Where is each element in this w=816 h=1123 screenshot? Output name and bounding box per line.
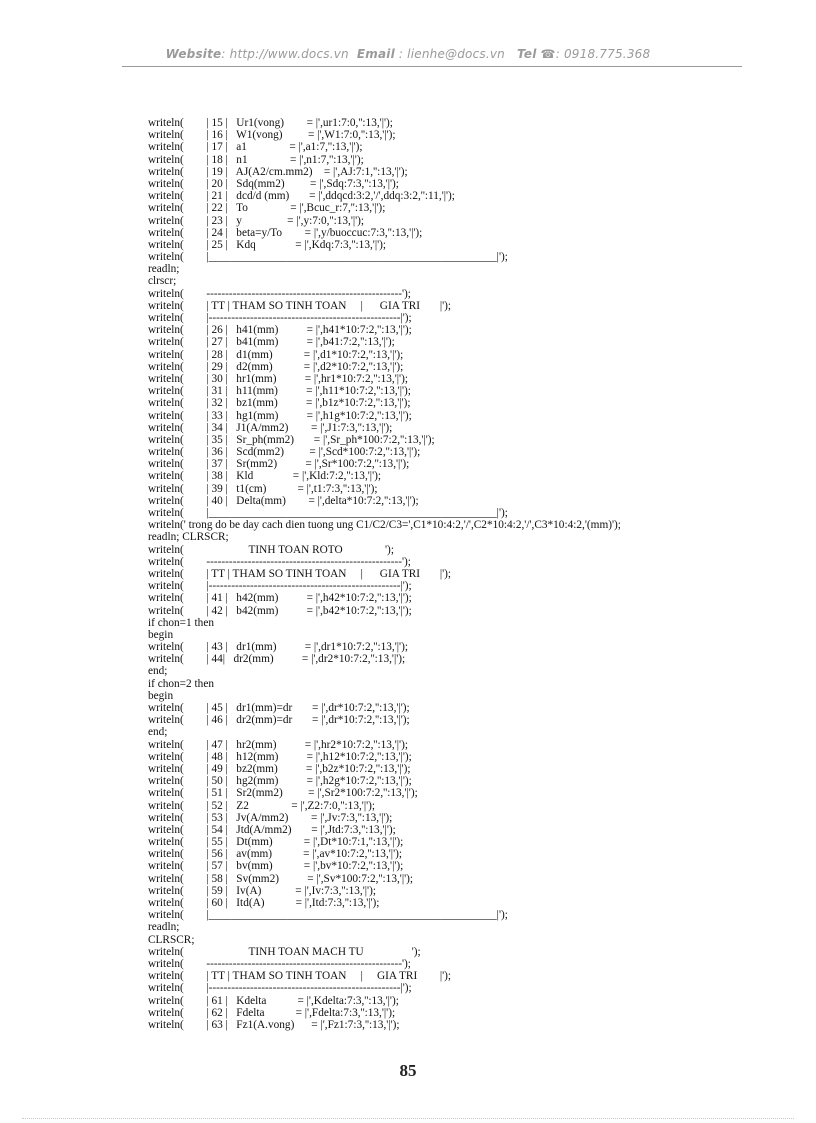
code-line: writeln( | 21 | dcd/d (mm) = |',ddqcd:3:2,'/',ddq:3:2,'':11,'|'); [148, 190, 455, 203]
code-line: clrscr; [148, 275, 177, 288]
code-line: writeln( ----------------------------------------------------'); [148, 957, 411, 970]
code-line: writeln( | 26 | h41(mm) = |',h41*10:7:2,'':13,'|'); [148, 324, 412, 337]
code-line: writeln( | 32 | bz1(mm) = |',b1z*10:7:2,'':13,'|'); [148, 397, 411, 410]
code-line: writeln( | 52 | Z2 = |',Z2:7:0,'':13,'|'); [148, 799, 376, 812]
code-line: writeln( | 44| dr2(mm) = |',dr2*10:7:2,'':13,'|'); [148, 653, 406, 666]
code-line: writeln( | 39 | t1(cm) = |',t1:7:3,'':13,'|'); [148, 482, 378, 495]
code-line: writeln( |---------------------------------------------------|'); [148, 982, 412, 995]
code-line: begin [148, 628, 174, 641]
code-line: readln; [148, 921, 180, 934]
code-line: writeln( | 24 | beta=y/To = |',y/buoccuc:7:3,'':13,'|'); [148, 226, 423, 239]
code-line: readln; CLRSCR; [148, 531, 229, 544]
code-line: writeln( | 50 | hg2(mm) = |',h2g*10:7:2,'':13,'|'); [148, 775, 412, 788]
code-line: writeln( | 36 | Scd(mm2) = |',Scd*100:7:2,'':13,'|'); [148, 446, 421, 459]
code-line: writeln( | TT | THAM SO TINH TOAN | GIA TRI |'); [148, 567, 452, 580]
code-line: writeln( | 37 | Sr(mm2) = |',Sr*100:7:2,'':13,'|'); [148, 458, 410, 471]
code-line: writeln( | 15 | Ur1(vong) = |',ur1:7:0,'':13,'|'); [148, 117, 393, 129]
code-line: writeln( ----------------------------------------------------'); [148, 555, 411, 568]
code-line: writeln( | 58 | Sv(mm2) = |',Sv*100:7:2,'':13,'|'); [148, 872, 414, 885]
code-line: writeln( |---------------------------------------------------|'); [148, 580, 412, 593]
code-line: writeln( | 56 | av(mm) = |',av*10:7:2,'':13,'|'); [148, 848, 403, 861]
code-line: if chon=1 then [148, 616, 214, 629]
code-line: writeln(' trong do be day cach dien tuong ung C1/C2/C3=',C1*10:4:2,'/',C2*10:4:2,'/',C3*10:4:2,'(mm)'); [148, 519, 621, 532]
code-line: writeln( | 19 | AJ(A2/cm.mm2) = |',AJ:7:1,'':13,'|'); [148, 165, 408, 178]
footer-divider [22, 1118, 794, 1119]
code-line: writeln( | 62 | Fdelta = |',Fdelta:7:3,'':13,'|'); [148, 1006, 396, 1019]
code-line: writeln( | 28 | d1(mm) = |',d1*10:7:2,'':13,'|'); [148, 348, 404, 361]
code-line: readln; [148, 263, 180, 276]
code-line: writeln( | 43 | dr1(mm) = |',dr1*10:7:2,'':13,'|'); [148, 641, 408, 654]
code-line: writeln( | 35 | Sr_ph(mm2) = |',Sr_ph*100:7:2,'':13,'|'); [148, 433, 435, 446]
tel-value: : 0918.775.368 [555, 47, 651, 61]
page-header [0, 47, 816, 61]
code-line: writeln( |___________________________________________________|'); [148, 909, 508, 922]
code-line: writeln( | TT | THAM SO TINH TOAN | GIA TRI |'); [148, 299, 452, 312]
website-label: Website [165, 47, 222, 61]
code-line: writeln( | 34 | J1(A/mm2) = |',J1:7:3,'':13,'|'); [148, 421, 393, 434]
code-line: writeln( | 45 | dr1(mm)=dr = |',dr*10:7:2,'':13,'|'); [148, 702, 410, 714]
code-line: writeln( | 25 | Kdq = |',Kdq:7:3,'':13,'|'); [148, 238, 387, 251]
code-line: writeln( | 17 | a1 = |',a1:7,'':13,'|'); [148, 141, 363, 154]
code-line: writeln( | 20 | Sdq(mm2) = |',Sdq:7:3,'':13,'|'); [148, 177, 399, 190]
code-line: writeln( | 41 | h42(mm) = |',h42*10:7:2,'':13,'|'); [148, 592, 412, 605]
code-line: writeln( | 46 | dr2(mm)=dr = |',dr*10:7:2,'':13,'|'); [148, 714, 410, 727]
page-number: 85 [399, 1061, 417, 1080]
code-line: writeln( | 29 | d2(mm) = |',d2*10:7:2,'':13,'|'); [148, 360, 404, 373]
code-line: writeln( | 48 | h12(mm) = |',h12*10:7:2,'':13,'|'); [148, 750, 412, 763]
code-line: end; [148, 726, 168, 739]
code-line: writeln( |___________________________________________________|'); [148, 251, 508, 264]
code-line: writeln( | 54 | Jtd(A/mm2) = |',Jtd:7:3,'':13,'|'); [148, 823, 396, 836]
code-line: writeln( | 31 | h11(mm) = |',h11*10:7:2,'':13,'|'); [148, 385, 411, 398]
code-line: writeln( ----------------------------------------------------'); [148, 287, 411, 300]
code-line: writeln( | 40 | Delta(mm) = |',delta*10:7:2,'':13,'|'); [148, 494, 419, 507]
website-value: : http://www.docs.vn [221, 47, 349, 61]
code-line: CLRSCR; [148, 933, 195, 946]
tel-label: Tel [517, 47, 537, 61]
code-line: writeln( | 47 | hr2(mm) = |',hr2*10:7:2,'':13,'|'); [148, 738, 408, 751]
code-line: end; [148, 665, 168, 678]
code-line: writeln( TINH TOAN MACH TU '); [148, 945, 421, 958]
code-line: writeln( | 53 | Jv(A/mm2) = |',Jv:7:3,'':13,'|'); [148, 811, 393, 824]
code-line: writeln( | 55 | Dt(mm) = |',Dt*10:7:1,'':13,'|'); [148, 836, 404, 849]
code-line: writeln( | 27 | b41(mm) = |',b41:7:2,'':13,'|'); [148, 336, 395, 349]
code-line: if chon=2 then [148, 677, 214, 690]
code-line: writeln( | 63 | Fz1(A.vong) = |',Fz1:7:3,'':13,'|'); [148, 1018, 400, 1031]
code-line: writeln( | 60 | Itd(A) = |',Itd:7:3,'':13,'|'); [148, 897, 380, 909]
code-listing [148, 117, 748, 1031]
phone-icon: ☎ [540, 47, 556, 61]
code-line: writeln( | 42 | b42(mm) = |',b42*10:7:2,'':13,'|'); [148, 604, 412, 617]
code-line: writeln( | 59 | Iv(A) = |',Iv:7:3,'':13,'|'); [148, 884, 376, 897]
code-line: writeln( | 33 | hg1(mm) = |',h1g*10:7:2,'':13,'|'); [148, 409, 412, 422]
code-line: writeln( |---------------------------------------------------|'); [148, 312, 412, 324]
code-line: writeln( | 23 | y = |',y:7:0,'':13,'|'); [148, 214, 365, 227]
code-line: writeln( | TT | THAM SO TINH TOAN | GIA TRI |'); [148, 970, 452, 983]
header-divider [122, 66, 742, 67]
code-line: writeln( | 49 | bz2(mm) = |',b2z*10:7:2,'':13,'|'); [148, 762, 411, 775]
email-label: Email [356, 47, 395, 61]
code-line: writeln( | 61 | Kdelta = |',Kdelta:7:3,'':13,'|'); [148, 994, 399, 1007]
code-line: writeln( | 22 | To = |',Bcuc_r:7,'':13,'|'); [148, 202, 386, 215]
code-line: writeln( |___________________________________________________|'); [148, 507, 508, 519]
email-value: : lienhe@docs.vn [398, 47, 505, 61]
code-line: writeln( | 30 | hr1(mm) = |',hr1*10:7:2,'':13,'|'); [148, 372, 408, 385]
code-line: writeln( TINH TOAN ROTO '); [148, 543, 394, 556]
code-line: writeln( | 18 | n1 = |',n1:7,'':13,'|'); [148, 153, 364, 166]
code-line: begin [148, 689, 174, 702]
code-line: writeln( | 57 | bv(mm) = |',bv*10:7:2,'':13,'|'); [148, 860, 404, 873]
code-line: writeln( | 16 | W1(vong) = |',W1:7:0,'':13,'|'); [148, 129, 396, 142]
code-line: writeln( | 38 | Kld = |',Kld:7:2,'':13,'|'); [148, 470, 382, 483]
code-line: writeln( | 51 | Sr2(mm2) = |',Sr2*100:7:2,'':13,'|'); [148, 787, 418, 800]
